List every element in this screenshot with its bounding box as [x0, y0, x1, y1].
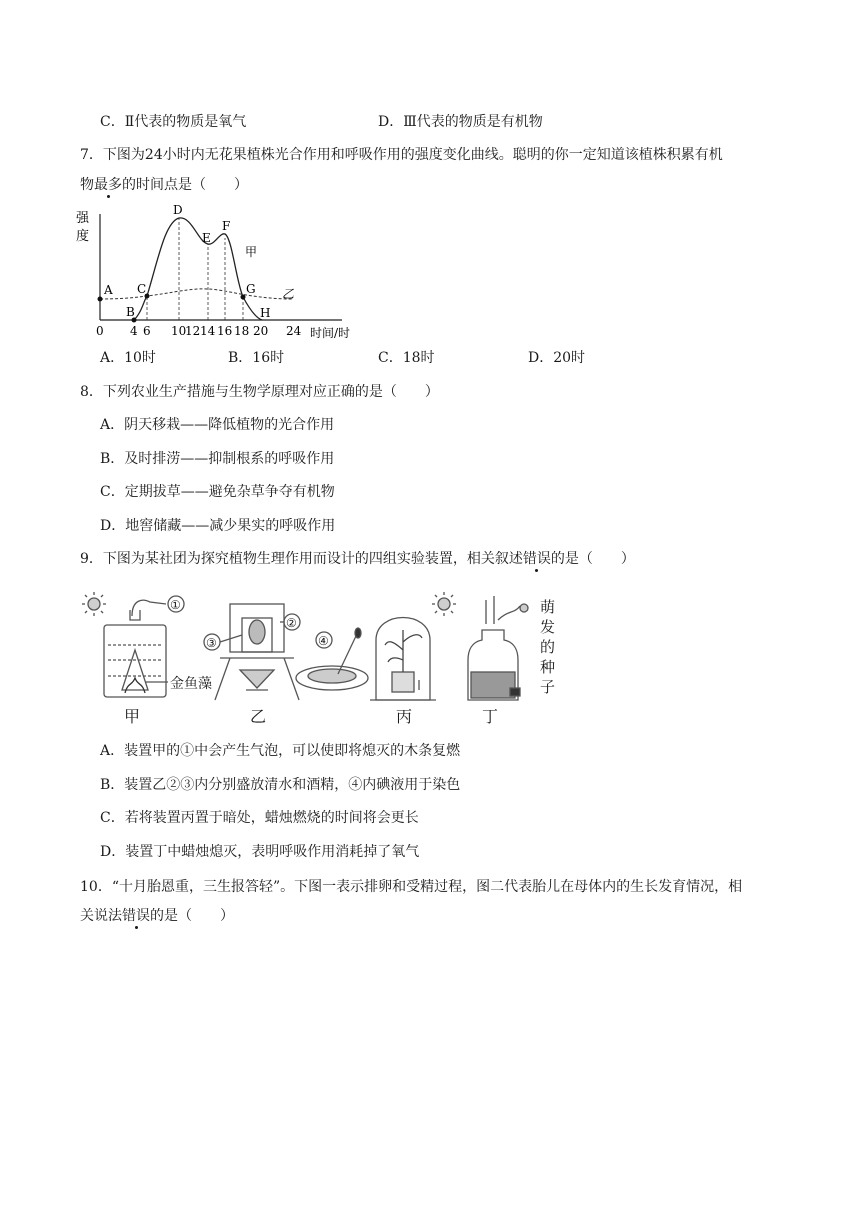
q8-option-d: D．地窖储藏——减少果实的呼吸作用 [100, 518, 336, 534]
q9-label-1: ① [170, 598, 181, 612]
sun-icon [82, 592, 106, 616]
q9-option-b: B．装置乙②③内分别盛放清水和酒精，④内碘液用于染色 [100, 777, 461, 793]
q9-experiment-figure [80, 590, 570, 730]
q9-device-jia: 甲 [124, 707, 141, 726]
q9-seed-char-2: 发 [540, 618, 556, 636]
q7-curve-jia: 甲 [245, 245, 258, 259]
q7-stem-line1: 7．下图为24小时内无花果植株光合作用和呼吸作用的强度变化曲线。聪明的你一定知道该植株积累有机 [80, 147, 723, 163]
q7-tick-20: 20 [253, 324, 269, 338]
q7-option-b: B．16时 [228, 350, 285, 366]
q6-option-c: C．Ⅱ代表的物质是氧气 [100, 114, 247, 130]
q7-point-c: C [137, 282, 147, 296]
q7-tick-4: 4 [130, 324, 138, 338]
q7-ylabel-1: 强 [76, 211, 90, 226]
q7-tick-6: 6 [143, 324, 151, 338]
q10-stem-part-a: 关说法 [80, 908, 122, 924]
q6-option-d: D．Ⅲ代表的物质是有机物 [378, 114, 543, 130]
q7-stem-line2 [80, 175, 248, 195]
q8-stem: 8．下列农业生产措施与生物学原理对应正确的是（ ） [80, 384, 439, 400]
q7-stem-part-a: 物 [80, 177, 94, 193]
q9-stem [80, 549, 635, 569]
q8-option-c: C．定期拔草——避免杂草争夺有机物 [100, 484, 335, 500]
q9-seed-char-1: 萌 [540, 598, 556, 616]
q7-option-a: A．10时 [100, 350, 156, 366]
q9-option-c: C．若将装置丙置于暗处，蜡烛燃烧的时间将会更长 [100, 810, 419, 826]
q9-label-4: ④ [318, 634, 329, 648]
q7-ylabel-2: 度 [76, 229, 90, 244]
q10-stem-line1: 10．“十月胎恩重，三生报答轻”。下图一表示排卵和受精过程，图二代表胎儿在母体内的生长发育情况，相 [80, 879, 743, 895]
q7-point-b: B [126, 305, 135, 319]
q7-emphasis-most: 最多 [94, 177, 122, 193]
q7-point-h: H [260, 306, 271, 320]
q7-xlabel: 时间/时 [310, 326, 351, 340]
q7-option-c: C．18时 [378, 350, 435, 366]
q7-tick-10: 10 [171, 324, 187, 338]
q9-label-3: ③ [206, 636, 217, 650]
q8-option-b: B．及时排涝——抑制根系的呼吸作用 [100, 451, 335, 467]
q9-device-bing: 丙 [396, 707, 413, 726]
q9-option-d: D．装置丁中蜡烛熄灭，表明呼吸作用消耗掉了氧气 [100, 844, 420, 860]
q7-option-d: D．20时 [528, 350, 586, 366]
q10-stem-part-c: 的是（ ） [150, 908, 234, 924]
q10-stem-line2 [80, 906, 234, 926]
q7-point-a: A [104, 283, 113, 297]
q7-point-e: E [202, 231, 211, 245]
q9-emphasis-wrong: 错误 [522, 551, 551, 567]
q7-curve-yi: 乙 [282, 287, 295, 301]
q9-label-2: ② [286, 616, 297, 630]
q9-seed-char-3: 的 [540, 638, 556, 656]
q7-tick-24: 24 [286, 324, 302, 338]
q7-tick-0: 0 [96, 324, 104, 338]
q10-emphasis-wrong: 错误 [122, 908, 150, 924]
q9-stem-part-c: 的是（ ） [550, 551, 635, 567]
q7-intensity-chart [70, 200, 370, 345]
q9-device-ding: 丁 [482, 707, 499, 726]
q7-stem-part-c: 的时间点是（ ） [122, 177, 248, 193]
q7-tick-18: 18 [234, 324, 250, 338]
q9-seed-char-5: 子 [540, 678, 556, 696]
q9-label-jinyuzao: 金鱼藻 [170, 676, 212, 692]
q9-seed-char-4: 种 [540, 658, 556, 676]
q8-option-a: A．阴天移栽——降低植物的光合作用 [100, 417, 335, 433]
q7-point-g: G [246, 282, 256, 296]
q7-tick-12: 12 [185, 324, 201, 338]
q9-stem-part-a: 9．下图为某社团为探究植物生理作用而设计的四组实验装置，相关叙述 [80, 551, 523, 567]
q7-tick-14: 14 [200, 324, 216, 338]
sun-icon [432, 592, 456, 616]
q7-point-d: D [173, 203, 183, 217]
q9-device-yi: 乙 [250, 707, 267, 726]
q7-tick-16: 16 [217, 324, 233, 338]
q7-point-f: F [222, 219, 231, 233]
q9-option-a: A．装置甲的①中会产生气泡，可以使即将熄灭的木条复燃 [100, 743, 461, 759]
